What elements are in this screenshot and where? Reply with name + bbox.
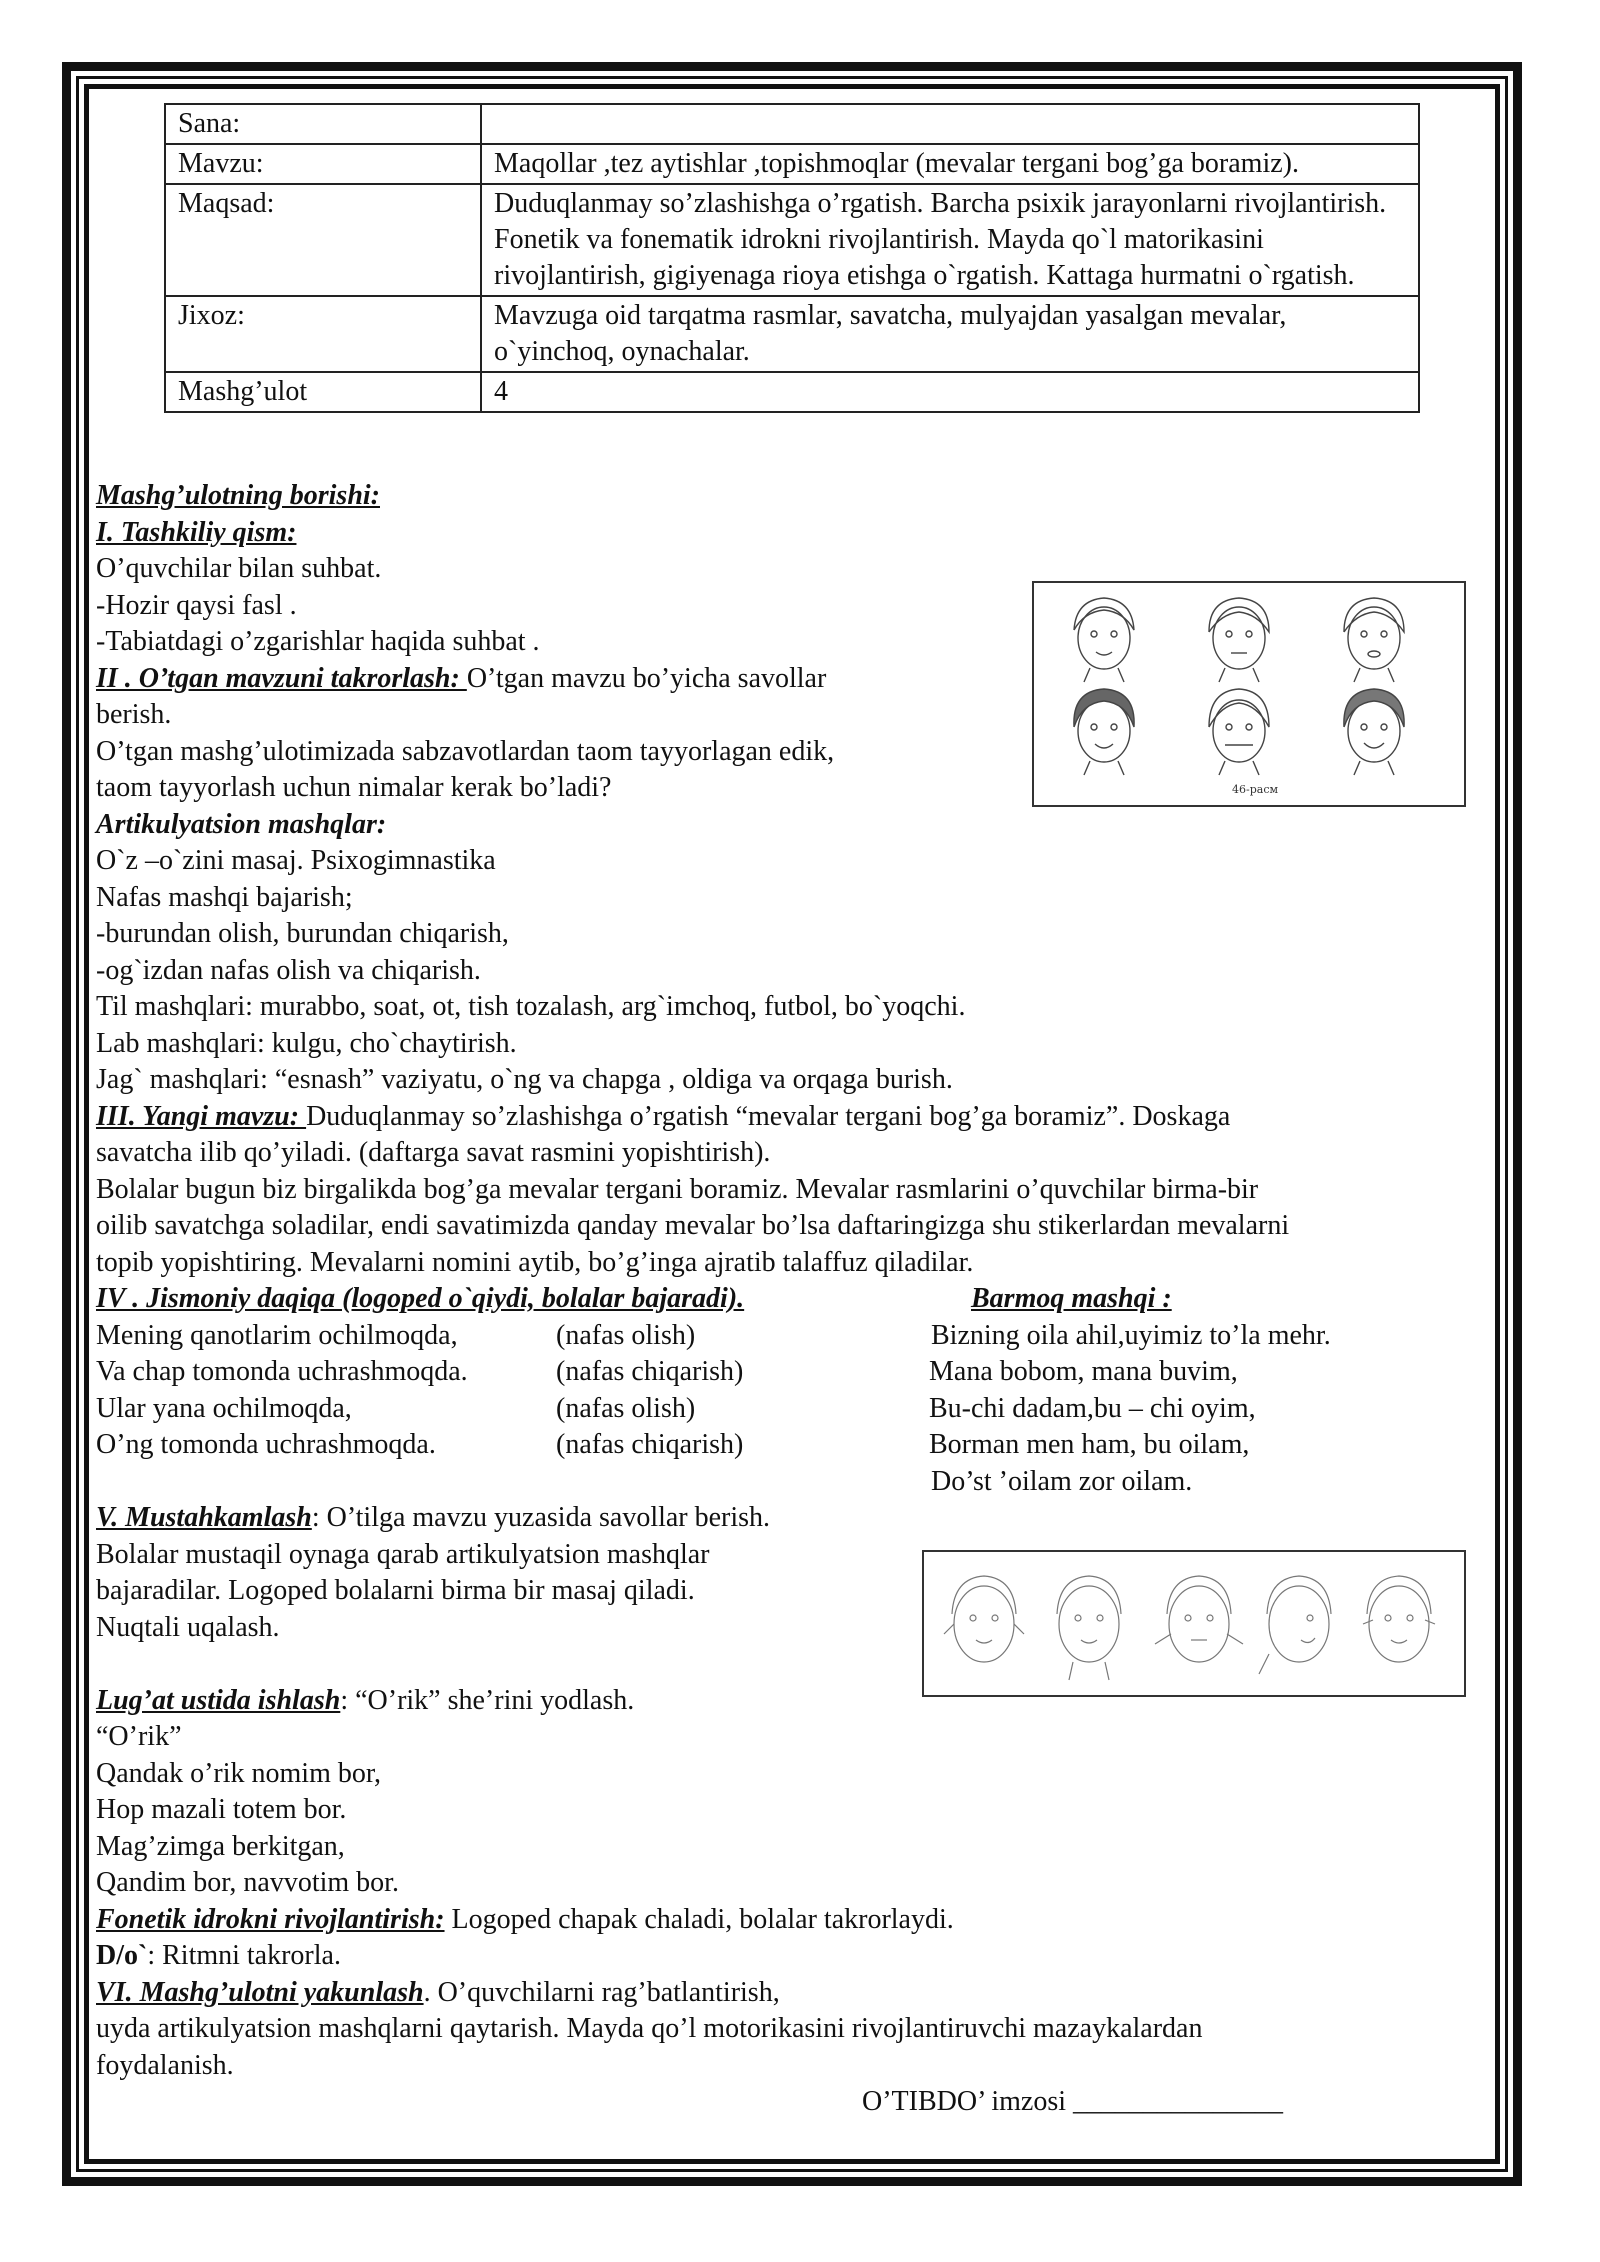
row-value-goal: Duduqlanmay so’zlashishga o’rgatish. Barcha psixik jarayonlarni rivojlantirish. Fonetik va fonematik idrokni rivojlantirish. Mayda qo`l matorikasini rivojlantirish, gigiyenaga rioya etishga o`rgatish. Kattaga hurmatni o`rgatish. [481, 184, 1419, 296]
poem-line: Mag’zimga berkitgan, [96, 1830, 345, 1862]
poem-line: Qandak o’rik nomim bor, [96, 1757, 382, 1789]
text-line: uyda artikulyatsion mashqlarni qaytarish. Mayda qo’l motorikasini rivojlantiruvchi mazaykalardan [96, 2013, 1203, 2044]
poem-line: Bu-chi dadam,bu – chi oyim, [929, 1392, 1256, 1424]
text-line: O’tgan mashg’ulotimizada sabzavotlardan taom tayyorlagan edik, [96, 735, 835, 767]
poem-title: “O’rik” [96, 1721, 182, 1752]
row-label-lesson: Mashg’ulot [165, 372, 481, 412]
row-value-equipment: Mavzuga oid tarqatma rasmlar, savatcha, mulyajdan yasalgan mevalar, o`yinchoq, oynachalar. [481, 296, 1419, 372]
massage-figure [922, 1550, 1466, 1697]
didactic-game-label: D/o` [96, 1940, 148, 1971]
text-line: savatcha ilib qo’yiladi. (daftarga savat rasmini yopishtirish). [96, 1137, 771, 1168]
row-value-date [481, 104, 1419, 144]
table-row [165, 296, 1419, 372]
massage-sketch-image [924, 1552, 1464, 1695]
poem-line: Do’st ’oilam zor oilam. [931, 1465, 1193, 1497]
exercise-line: Va chap tomonda uchrashmoqda. [96, 1356, 468, 1387]
section-5-text: : O’tilga mavzu yuzasida savollar berish. [311, 1502, 771, 1533]
section-3-text: Duduqlanmay so’zlashishga o’rgatish “mevalar tergani bog’ga boramiz”. Doskaga [306, 1100, 1231, 1132]
poem-line: Mana bobom, mana buvim, [929, 1356, 1238, 1387]
section-4-heading: IV . Jismoniy daqiqa (logoped o`qiydi, bolalar bajaradi). [96, 1283, 745, 1314]
section-2-text: O’tgan mavzu bo’yicha savollar [466, 662, 827, 694]
exercise-line: Mening qanotlarim ochilmoqda, [96, 1319, 458, 1351]
exercise-line: O’ng tomonda uchrashmoqda. [96, 1429, 436, 1460]
table-row [165, 184, 1419, 296]
poem-line: Qandim bor, navvotim bor. [96, 1867, 399, 1898]
row-value-lesson: 4 [481, 372, 1419, 412]
faces-figure [1032, 581, 1466, 807]
section-6-text: . O’quvchilarni rag’batlantirish, [423, 1976, 780, 2008]
text-line: topib yopishtiring. Mevalarni nomini aytib, bo’g’inga ajratib talaffuz qiladilar. [96, 1246, 974, 1278]
table-row [165, 372, 1419, 412]
text-line: Til mashqlari: murabbo, soat, ot, tish tozalash, arg`imchoq, futbol, bo`yoqchi. [96, 991, 966, 1022]
row-label-topic: Mavzu: [165, 144, 481, 184]
exercise-note: (nafas olish) [556, 1392, 696, 1424]
text-line: O’quvchilar bilan suhbat. [96, 553, 382, 584]
text-line: foydalanish. [96, 2049, 234, 2081]
exercise-note: (nafas chiqarish) [556, 1429, 744, 1460]
section-5-heading: V. Mustahkamlash [96, 1502, 312, 1533]
table-row [165, 104, 1419, 144]
section-1-heading: I. Tashkiliy qism: [96, 516, 297, 548]
text-line: -og`izdan nafas olish va chiqarish. [96, 954, 481, 986]
section-3-heading: III. Yangi mavzu: [96, 1100, 307, 1132]
finger-exercise-heading: Barmoq mashqi : [971, 1283, 1172, 1314]
text-line: oilib savatchga soladilar, endi savatimizda qanday mevalar bo’lsa daftaringizga shu stikerlardan mevalarni [96, 1210, 1290, 1241]
lesson-info-table [164, 103, 1420, 413]
section-6-heading: VI. Mashg’ulotni yakunlash [96, 1976, 424, 2008]
exercise-note: (nafas olish) [556, 1319, 696, 1351]
text-line: -burundan olish, burundan chiqarish, [96, 918, 509, 949]
row-value-topic: Maqollar ,tez aytishlar ,topishmoqlar (mevalar tergani bog’ga boramiz). [481, 144, 1419, 184]
phonetic-heading: Fonetik idrokni rivojlantirish: [96, 1903, 445, 1935]
phonetic-text: Logoped chapak chaladi, bolalar takrorlaydi. [444, 1903, 954, 1935]
text-line: Bolalar mustaqil oynaga qarab artikulyatsion mashqlar [96, 1538, 710, 1570]
text-line: Lab mashqlari: kulgu, cho`chaytirish. [96, 1027, 517, 1059]
poem-line: Bizning oila ahil,uyimiz to’la mehr. [931, 1319, 1331, 1351]
text-line: Jag` mashqlari: “esnash” vaziyatu, o`ng va chapga , oldiga va orqaga burish. [96, 1064, 953, 1095]
faces-sketch-image [1034, 583, 1464, 805]
row-label-date: Sana: [165, 104, 481, 144]
articulation-heading: Artikulyatsion mashqlar: [96, 808, 387, 840]
text-line: berish. [96, 699, 172, 730]
exercise-note: (nafas chiqarish) [556, 1356, 744, 1387]
text-line: Nafas mashqi bajarish; [96, 881, 353, 913]
row-label-equipment: Jixoz: [165, 296, 481, 372]
text-line: bajaradilar. Logoped bolalarni birma bir masaj qiladi. [96, 1575, 695, 1606]
didactic-game-text: : Ritmni takrorla. [147, 1940, 341, 1971]
table-row [165, 144, 1419, 184]
poem-line: Borman men ham, bu oilam, [929, 1429, 1250, 1460]
text-line: Bolalar bugun biz birgalikda bog’ga mevalar tergani boramiz. Mevalar rasmlarini o’quvchilar birma-bir [96, 1173, 1259, 1205]
poem-line: Hop mazali totem bor. [96, 1794, 347, 1825]
vocabulary-text: : “O’rik” she’rini yodlash. [340, 1684, 635, 1716]
text-line: O`z –o`zini masaj. Psixogimnastika [96, 845, 496, 876]
text-line: -Tabiatdagi o’zgarishlar haqida suhbat . [96, 626, 540, 657]
text-line: Nuqtali uqalash. [96, 1611, 280, 1643]
text-line: taom tayyorlash uchun nimalar kerak bo’ladi? [96, 772, 612, 803]
vocabulary-heading: Lug’at ustida ishlash [96, 1684, 341, 1716]
signature-line: O’TIBDO’ imzosi _______________ [862, 2086, 1283, 2117]
text-line: -Hozir qaysi fasl . [96, 589, 297, 621]
row-label-goal: Maqsad: [165, 184, 481, 296]
figure-caption: 46-расм [1232, 783, 1279, 796]
exercise-line: Ular yana ochilmoqda, [96, 1392, 352, 1424]
section-2-heading: II . O’tgan mavzuni takrorlash: [96, 662, 467, 694]
progress-heading: Mashg’ulotning borishi: [96, 480, 380, 511]
